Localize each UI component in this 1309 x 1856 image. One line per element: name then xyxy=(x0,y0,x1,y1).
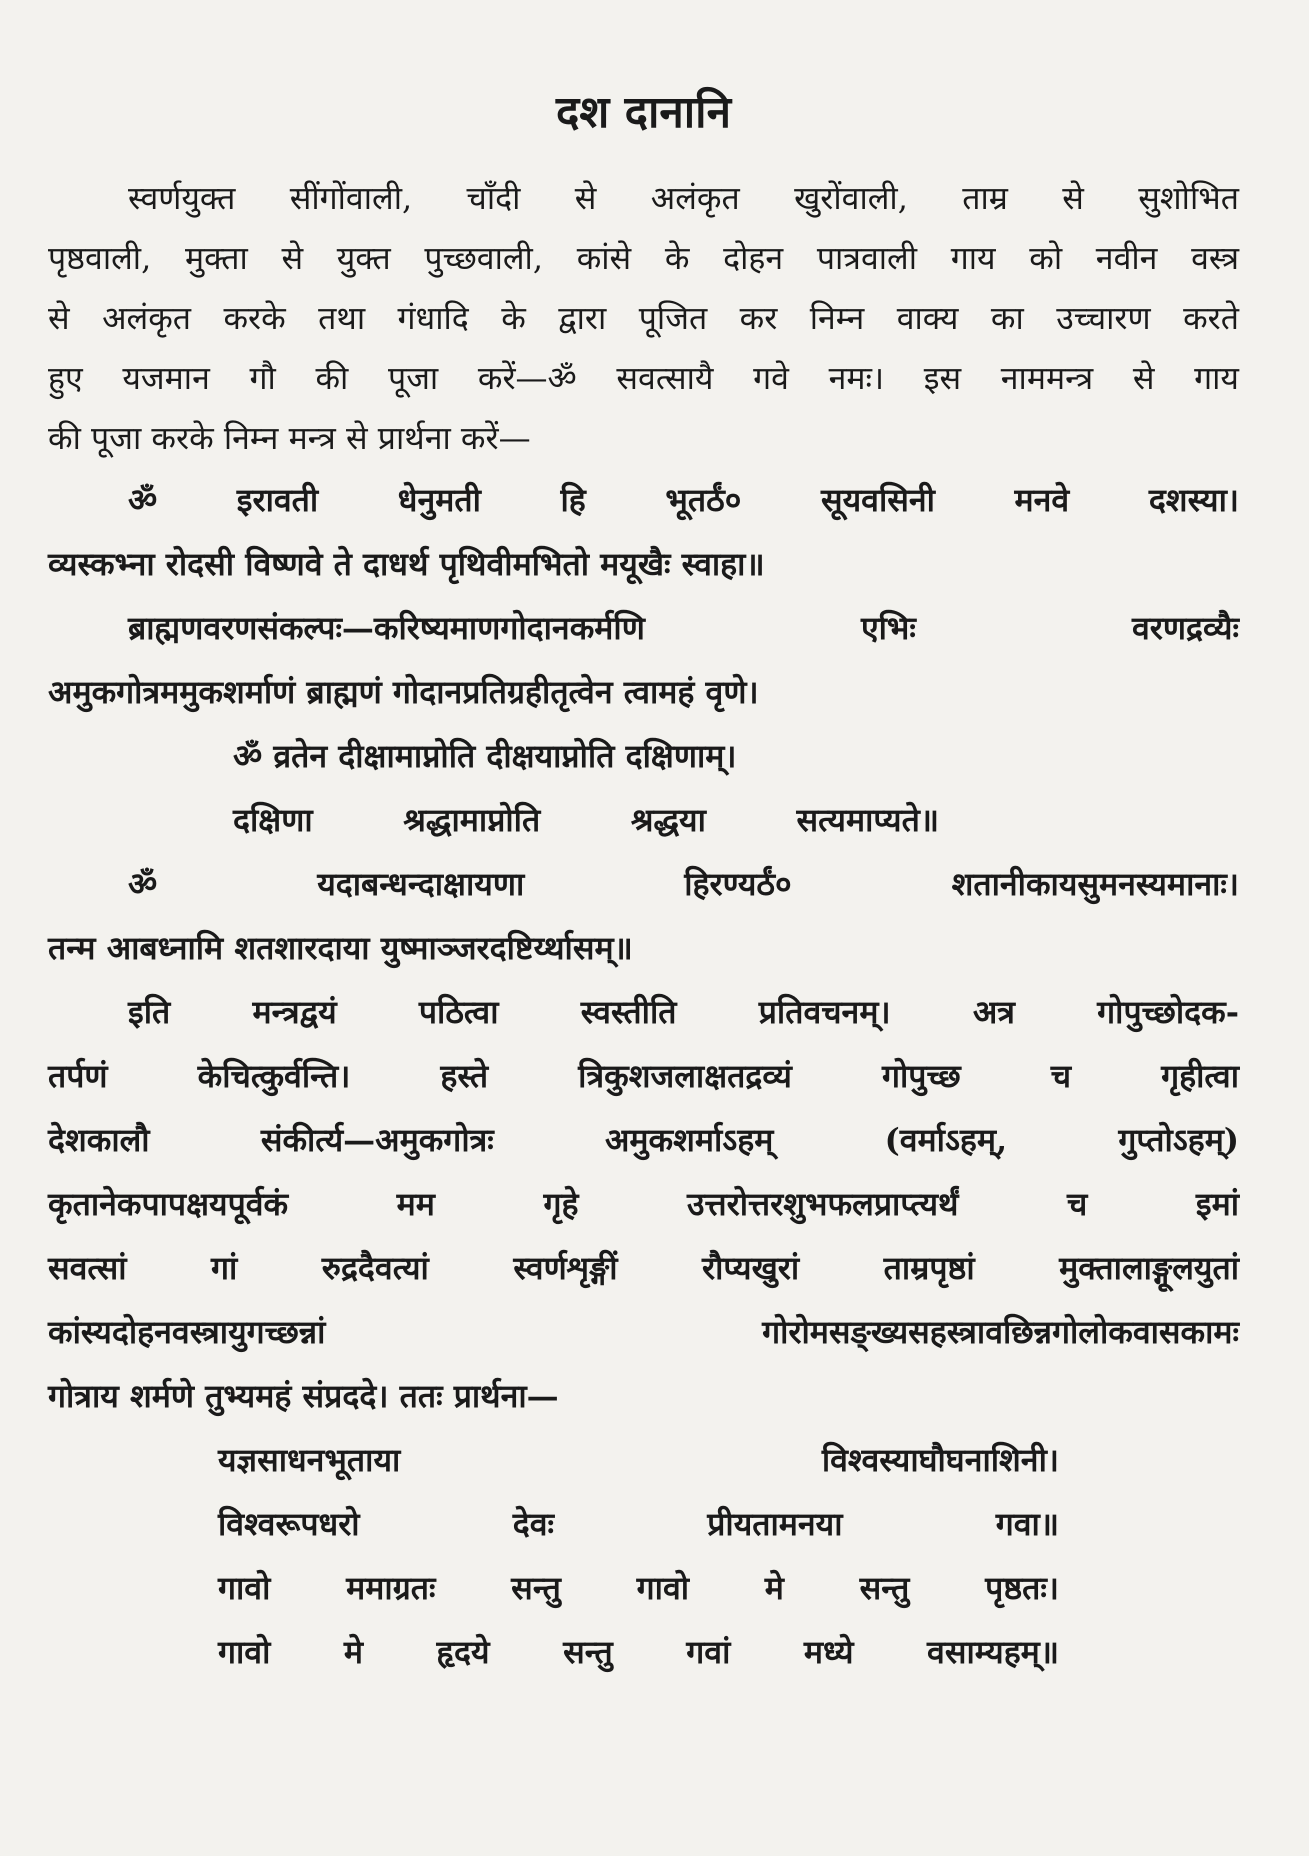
text-line: यज्ञसाधनभूताया विश्वस्याघौघनाशिनी। xyxy=(218,1441,1059,1479)
text-line: व्यस्कभ्ना रोदसी विष्णवे ते दाधर्थ पृथिवीमभितो मयूखैः स्वाहा॥ xyxy=(48,545,765,583)
text-line: कृतानेकपापक्षयपूर्वकं मम गृहे उत्तरोत्तरशुभफलप्राप्त्यर्थं च इमां xyxy=(48,1185,1239,1223)
text-line: ॐ इरावती धेनुमती हि भूतर्ठं० सूयवसिनी मनवे दशस्या। xyxy=(128,481,1239,519)
text-line: देशकालौ संकीर्त्य—अमुकगोत्रः अमुकशर्माऽहम् (वर्माऽहम्, गुप्तोऽहम्) xyxy=(48,1121,1239,1159)
text-line: स्वर्णयुक्त सींगोंवाली, चाँदी से अलंकृत खुरोंवाली, ताम्र से सुशोभित xyxy=(128,179,1239,217)
text-line: कांस्यदोहनवस्त्रायुगच्छन्नां गोरोमसङ्ख्यसहस्त्रावछिन्नगोलोकवासकामः xyxy=(48,1313,1239,1351)
text-line: सवत्सां गां रुद्रदैवत्यां स्वर्णशृङ्गीं रौप्यखुरां ताम्रपृष्ठां मुक्तालाङ्गूलयुतां xyxy=(48,1249,1239,1287)
text-line: तन्म आबध्नामि शतशारदाया युष्माञ्जरदष्टिर्य्थासम्॥ xyxy=(48,929,633,967)
text-line: की पूजा करके निम्न मन्त्र से प्रार्थना करें— xyxy=(48,419,531,457)
text-line: पृष्ठवाली, मुक्ता से युक्त पुच्छवाली, कांसे के दोहन पात्रवाली गाय को नवीन वस्त्र xyxy=(48,239,1239,277)
page-title: दश दानानि xyxy=(556,87,731,138)
text-line: हुए यजमान गौ की पूजा करें—ॐ सवत्सायै गवे नमः। इस नाममन्त्र से गाय xyxy=(48,359,1239,397)
text-line: ॐ व्रतेन दीक्षामाप्नोति दीक्षयाप्नोति दक्षिणाम्। xyxy=(233,737,737,775)
text-line: गावो मे हृदये सन्तु गवां मध्ये वसाम्यहम्॥ xyxy=(218,1633,1059,1671)
text-line: दक्षिणा श्रद्धामाप्नोति श्रद्धया सत्यमाप्यते॥ xyxy=(233,801,939,839)
document-body xyxy=(48,168,1239,1684)
text-line: से अलंकृत करके तथा गंधादि के द्वारा पूजित कर निम्न वाक्य का उच्चारण करते xyxy=(48,299,1239,337)
text-line: ब्राह्मणवरणसंकल्पः—करिष्यमाणगोदानकर्मणि एभिः वरणद्रव्यैः xyxy=(128,609,1239,647)
text-line: गोत्राय शर्मणे तुभ्यमहं संप्रददे। ततः प्रार्थना— xyxy=(48,1377,559,1415)
text-line: विश्वरूपधरो देवः प्रीयतामनया गवा॥ xyxy=(218,1505,1059,1543)
text-line: इति मन्त्रद्वयं पठित्वा स्वस्तीति प्रतिवचनम्। अत्र गोपुच्छोदक- xyxy=(128,993,1239,1031)
text-line: तर्पणं केचित्कुर्वन्ति। हस्ते त्रिकुशजलाक्षतद्रव्यं गोपुच्छ च गृहीत्वा xyxy=(48,1057,1239,1095)
text-line: ॐ यदाबन्धन्दाक्षायणा हिरण्यर्ठं० शतानीकायसुमनस्यमानाः। xyxy=(128,865,1239,903)
text-line: अमुकगोत्रममुकशर्माणं ब्राह्मणं गोदानप्रतिग्रहीतृत्वेन त्वामहं वृणे। xyxy=(48,673,759,711)
text-line: गावो ममाग्रतः सन्तु गावो मे सन्तु पृष्ठतः। xyxy=(218,1569,1059,1607)
